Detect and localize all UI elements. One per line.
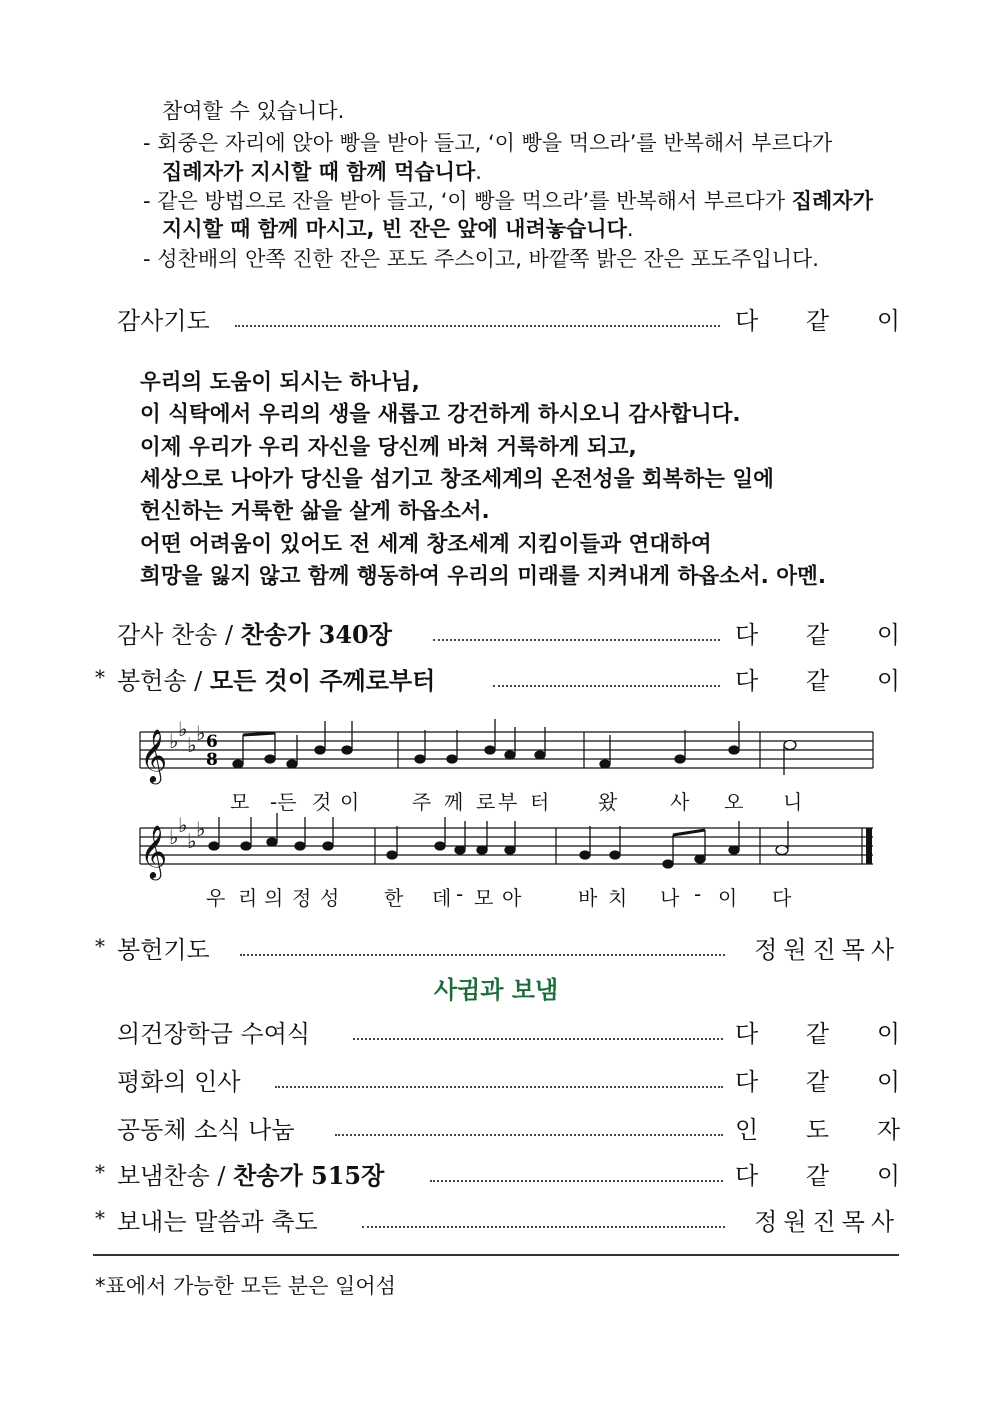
peace-greeting-row [95,1062,900,1094]
instruction-line-5: 지시할 때 함께 마시고, 빈 잔은 앞에 내려놓습니다. [162,217,634,241]
svg-text:♭: ♭ [169,825,179,849]
standing-mark: * [95,1206,105,1230]
section-title: 사귐과 보냄 [433,976,559,1004]
scholarship-label: 의건장학금 수여식 [117,1020,311,1048]
prayer-line: 희망을 잃지 않고 함께 행동하여 우리의 미래를 지켜내게 하옵소서. 아멘. [140,564,827,589]
svg-text:♭: ♭ [169,729,179,753]
community-news-row [95,1110,900,1142]
prayer-line: 어떤 어려움이 있어도 전 세계 창조세계 지킴이들과 연대하여 [140,532,712,557]
offering-song-who: 다 같 이 [735,667,900,695]
offering-prayer-who: 정원진목사 [754,936,900,964]
peace-greeting-who: 다 같 이 [735,1068,900,1096]
community-news-who: 인 도 자 [735,1116,900,1144]
leader-dots [240,930,725,956]
svg-text:𝄞: 𝄞 [140,824,168,878]
standing-mark: * [95,934,105,958]
prayer-line: 이제 우리가 우리 자신을 당신께 바쳐 거룩하게 되고, [140,435,637,460]
standing-mark: * [95,1160,105,1184]
instruction-line-1: 참여할 수 있습니다. [162,99,345,123]
thanks-hymn-row [95,615,900,647]
svg-text:♭: ♭ [196,721,206,745]
prayer-line: 이 식탁에서 우리의 생을 새롭고 강건하게 하시오니 감사합니다. [140,402,741,427]
offering-prayer-row [95,930,900,962]
prayer-line: 세상으로 나아가 당신을 섬기고 창조세계의 온전성을 회복하는 일에 [140,467,774,492]
sending-hymn-number: 찬송가 515장 [233,1161,385,1190]
thanks-prayer-row [95,301,900,333]
lyrics-line-2: 우 리 의 정 성 한 데 - 모 아 바 치 나 - 이 다 [206,882,792,910]
thanks-hymn-who: 다 같 이 [735,621,900,649]
leader-dots [430,1156,723,1182]
thanks-prayer-label: 감사기도 [117,307,210,335]
leader-dots [493,661,720,687]
offering-song-label: 봉헌송 / [117,667,210,695]
svg-text:♭: ♭ [196,817,206,841]
prayer-line: 우리의 도움이 되시는 하나님, [140,370,420,395]
peace-greeting-label: 평화의 인사 [117,1068,241,1096]
svg-text:♭: ♭ [178,813,188,837]
thanks-hymn-label: 감사 찬송 / [117,621,241,649]
svg-text:♭: ♭ [187,829,197,853]
footnote: *표에서 가능한 모든 분은 일어섬 [95,1274,396,1298]
instruction-line-6: - 성찬배의 안쪽 진한 잔은 포도 주스이고, 바깥쪽 밝은 잔은 포도주입니다. [143,247,819,271]
sending-hymn-label: 보냄찬송 / [117,1162,234,1190]
instruction-line-3: 집례자가 지시할 때 함께 먹습니다. [162,160,482,184]
svg-text:♭: ♭ [178,717,188,741]
footer-divider [93,1254,899,1256]
benediction-who: 정원진목사 [754,1208,900,1236]
offering-prayer-label: 봉헌기도 [117,936,210,964]
leader-dots [275,1062,723,1088]
thanks-prayer-who: 다 같 이 [735,307,900,335]
leader-dots [335,1110,723,1136]
leader-dots [235,301,720,327]
leader-dots [433,615,720,641]
benediction-row [95,1202,900,1234]
prayer-line: 헌신하는 거룩한 삶을 살게 하옵소서. [140,499,490,524]
sending-hymn-row [95,1156,900,1188]
instruction-line-2: - 회중은 자리에 앉아 빵을 받아 들고, ‘이 빵을 먹으라’를 반복해서 부르다가 [143,131,833,155]
offering-song-row [95,661,900,693]
treble-clef-icon: 𝄞 [140,728,168,782]
lyrics-line-1: 모 -든 것 이 주 께 로 부 터 왔 사 오 니 [230,790,803,814]
instruction-line-4: - 같은 방법으로 잔을 받아 들고, ‘이 빵을 먹으라’를 반복해서 부르다가 집례자가 [143,189,873,213]
time-signature-bottom: 8 [206,750,218,770]
community-news-label: 공동체 소식 나눔 [117,1116,295,1144]
sending-hymn-who: 다 같 이 [735,1162,900,1190]
offering-song-title: 모든 것이 주께로부터 [209,666,436,695]
svg-text:♭: ♭ [187,733,197,757]
scholarship-row [95,1014,900,1046]
scholarship-who: 다 같 이 [735,1020,900,1048]
thanks-hymn-number: 찬송가 340장 [240,620,392,649]
leader-dots [353,1014,723,1040]
standing-mark: * [95,665,105,689]
benediction-label: 보내는 말씀과 축도 [117,1208,318,1236]
leader-dots [362,1202,725,1228]
time-signature-top: 6 [206,732,218,752]
